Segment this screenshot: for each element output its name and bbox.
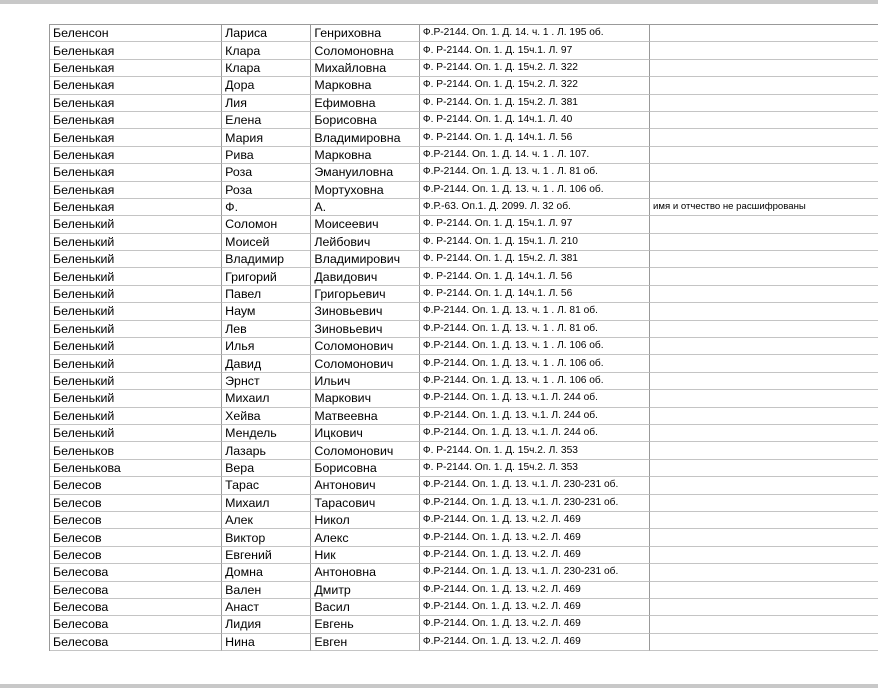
first-name-cell: Владимир — [222, 251, 311, 268]
archive-reference-cell: Ф.Р-2144. Оп. 1. Д. 13. ч.2. Л. 469 — [420, 512, 650, 529]
note-cell — [650, 425, 878, 442]
archive-reference-cell: Ф. Р-2144. Оп. 1. Д. 15ч.2. Л. 381 — [420, 95, 650, 112]
table-row — [50, 95, 878, 112]
note-cell — [650, 442, 878, 459]
note-cell — [650, 60, 878, 77]
table-row — [50, 234, 878, 251]
archive-reference-cell: Ф. Р-2144. Оп. 1. Д. 15ч.2. Л. 322 — [420, 77, 650, 94]
archive-reference-cell: Ф. Р-2144. Оп. 1. Д. 14ч.1. Л. 40 — [420, 112, 650, 129]
note-cell — [650, 616, 878, 633]
patronymic-cell: Марковна — [311, 147, 419, 164]
note-cell — [650, 268, 878, 285]
records-table-body — [50, 25, 878, 651]
patronymic-cell: Зиновьевич — [311, 321, 419, 338]
patronymic-cell: Соломоновна — [311, 42, 419, 59]
archive-reference-cell: Ф.Р-2144. Оп. 1. Д. 13. ч.1. Л. 230-231 об. — [420, 477, 650, 494]
first-name-cell: Давид — [222, 355, 311, 372]
surname-cell: Белесова — [50, 599, 222, 616]
note-cell — [650, 234, 878, 251]
records-table — [49, 24, 878, 651]
surname-cell: Белесов — [50, 512, 222, 529]
table-row — [50, 425, 878, 442]
note-cell: имя и отчество не расшифрованы — [650, 199, 878, 216]
first-name-cell: Мендель — [222, 425, 311, 442]
patronymic-cell: Владимировна — [311, 129, 419, 146]
note-cell — [650, 129, 878, 146]
surname-cell: Беленькая — [50, 95, 222, 112]
archive-reference-cell: Ф.Р-2144. Оп. 1. Д. 13. ч. 1 . Л. 81 об. — [420, 321, 650, 338]
note-cell — [650, 95, 878, 112]
archive-reference-cell: Ф.Р-2144. Оп. 1. Д. 13. ч. 1 . Л. 106 об. — [420, 182, 650, 199]
surname-cell: Беленький — [50, 338, 222, 355]
patronymic-cell: Моисеевич — [311, 216, 419, 233]
patronymic-cell: Эмануиловна — [311, 164, 419, 181]
note-cell — [650, 512, 878, 529]
patronymic-cell: Тарасович — [311, 495, 419, 512]
patronymic-cell: Григорьевич — [311, 286, 419, 303]
patronymic-cell: Ильич — [311, 373, 419, 390]
table-row — [50, 42, 878, 59]
note-cell — [650, 390, 878, 407]
patronymic-cell: Соломонович — [311, 442, 419, 459]
table-row — [50, 477, 878, 494]
first-name-cell: Дора — [222, 77, 311, 94]
first-name-cell: Виктор — [222, 529, 311, 546]
first-name-cell: Евгений — [222, 547, 311, 564]
first-name-cell: Мария — [222, 129, 311, 146]
table-row — [50, 164, 878, 181]
first-name-cell: Клара — [222, 42, 311, 59]
first-name-cell: Ф. — [222, 199, 311, 216]
surname-cell: Беленькая — [50, 60, 222, 77]
archive-reference-cell: Ф. Р-2144. Оп. 1. Д. 15ч.1. Л. 97 — [420, 216, 650, 233]
surname-cell: Беленькая — [50, 77, 222, 94]
patronymic-cell: Васил — [311, 599, 419, 616]
note-cell — [650, 286, 878, 303]
first-name-cell: Соломон — [222, 216, 311, 233]
archive-reference-cell: Ф.Р-2144. Оп. 1. Д. 13. ч. 1 . Л. 106 об. — [420, 338, 650, 355]
note-cell — [650, 529, 878, 546]
patronymic-cell: Соломонович — [311, 355, 419, 372]
table-row — [50, 25, 878, 42]
note-cell — [650, 216, 878, 233]
first-name-cell: Рива — [222, 147, 311, 164]
table-row — [50, 355, 878, 372]
table-row — [50, 634, 878, 651]
table-row — [50, 321, 878, 338]
note-cell — [650, 112, 878, 129]
archive-reference-cell: Ф.Р-2144. Оп. 1. Д. 13. ч.2. Л. 469 — [420, 547, 650, 564]
patronymic-cell: Михайловна — [311, 60, 419, 77]
note-cell — [650, 303, 878, 320]
first-name-cell: Роза — [222, 182, 311, 199]
note-cell — [650, 599, 878, 616]
first-name-cell: Елена — [222, 112, 311, 129]
first-name-cell: Лазарь — [222, 442, 311, 459]
surname-cell: Беленький — [50, 286, 222, 303]
patronymic-cell: Никол — [311, 512, 419, 529]
first-name-cell: Роза — [222, 164, 311, 181]
archive-reference-cell: Ф.Р-2144. Оп. 1. Д. 13. ч.1. Л. 230-231 об. — [420, 564, 650, 581]
patronymic-cell: Владимирович — [311, 251, 419, 268]
archive-reference-cell: Ф. Р-2144. Оп. 1. Д. 15ч.2. Л. 353 — [420, 460, 650, 477]
surname-cell: Беленсон — [50, 25, 222, 42]
table-row — [50, 599, 878, 616]
surname-cell: Белесов — [50, 547, 222, 564]
first-name-cell: Илья — [222, 338, 311, 355]
table-row — [50, 216, 878, 233]
first-name-cell: Лидия — [222, 616, 311, 633]
table-row — [50, 303, 878, 320]
patronymic-cell: Ицкович — [311, 425, 419, 442]
archive-reference-cell: Ф. Р-2144. Оп. 1. Д. 15ч.1. Л. 210 — [420, 234, 650, 251]
surname-cell: Беленький — [50, 268, 222, 285]
note-cell — [650, 582, 878, 599]
patronymic-cell: А. — [311, 199, 419, 216]
table-row — [50, 77, 878, 94]
surname-cell: Беленький — [50, 390, 222, 407]
surname-cell: Беленьков — [50, 442, 222, 459]
patronymic-cell: Лейбович — [311, 234, 419, 251]
first-name-cell: Лия — [222, 95, 311, 112]
bottom-border — [0, 684, 878, 688]
surname-cell: Беленькая — [50, 129, 222, 146]
first-name-cell: Хейва — [222, 408, 311, 425]
patronymic-cell: Евгень — [311, 616, 419, 633]
archive-reference-cell: Ф.Р-2144. Оп. 1. Д. 13. ч.2. Л. 469 — [420, 582, 650, 599]
table-row — [50, 251, 878, 268]
patronymic-cell: Соломонович — [311, 338, 419, 355]
patronymic-cell: Алекс — [311, 529, 419, 546]
table-row — [50, 512, 878, 529]
archive-reference-cell: Ф. Р-2144. Оп. 1. Д. 14ч.1. Л. 56 — [420, 268, 650, 285]
first-name-cell: Вален — [222, 582, 311, 599]
table-row — [50, 547, 878, 564]
first-name-cell: Нина — [222, 634, 311, 651]
patronymic-cell: Дмитр — [311, 582, 419, 599]
patronymic-cell: Маркович — [311, 390, 419, 407]
archive-reference-cell: Ф.Р-2144. Оп. 1. Д. 13. ч.2. Л. 469 — [420, 599, 650, 616]
table-row — [50, 373, 878, 390]
archive-reference-cell: Ф.Р-2144. Оп. 1. Д. 13. ч.1. Л. 244 об. — [420, 425, 650, 442]
table-row — [50, 442, 878, 459]
surname-cell: Беленький — [50, 425, 222, 442]
surname-cell: Беленький — [50, 408, 222, 425]
archive-reference-cell: Ф.Р-2144. Оп. 1. Д. 13. ч.1. Л. 244 об. — [420, 408, 650, 425]
patronymic-cell: Борисовна — [311, 112, 419, 129]
note-cell — [650, 42, 878, 59]
surname-cell: Беленький — [50, 251, 222, 268]
note-cell — [650, 182, 878, 199]
patronymic-cell: Матвеевна — [311, 408, 419, 425]
archive-reference-cell: Ф.Р-2144. Оп. 1. Д. 13. ч.2. Л. 469 — [420, 634, 650, 651]
table-row — [50, 564, 878, 581]
note-cell — [650, 164, 878, 181]
note-cell — [650, 251, 878, 268]
table-row — [50, 147, 878, 164]
first-name-cell: Вера — [222, 460, 311, 477]
note-cell — [650, 355, 878, 372]
archive-reference-cell: Ф.Р.-63. Оп.1. Д. 2099. Л. 32 об. — [420, 199, 650, 216]
table-row — [50, 112, 878, 129]
top-border — [0, 0, 878, 4]
patronymic-cell: Антонович — [311, 477, 419, 494]
note-cell — [650, 564, 878, 581]
first-name-cell: Михаил — [222, 390, 311, 407]
surname-cell: Беленький — [50, 321, 222, 338]
first-name-cell: Григорий — [222, 268, 311, 285]
first-name-cell: Лариса — [222, 25, 311, 42]
archive-reference-cell: Ф.Р-2144. Оп. 1. Д. 13. ч.2. Л. 469 — [420, 616, 650, 633]
surname-cell: Беленький — [50, 216, 222, 233]
first-name-cell: Лев — [222, 321, 311, 338]
table-row — [50, 529, 878, 546]
surname-cell: Белесова — [50, 634, 222, 651]
table-row — [50, 390, 878, 407]
table-row — [50, 182, 878, 199]
surname-cell: Беленькая — [50, 147, 222, 164]
archive-reference-cell: Ф.Р-2144. Оп. 1. Д. 13. ч. 1 . Л. 81 об. — [420, 164, 650, 181]
note-cell — [650, 147, 878, 164]
note-cell — [650, 25, 878, 42]
surname-cell: Беленькова — [50, 460, 222, 477]
archive-reference-cell: Ф.Р-2144. Оп. 1. Д. 13. ч.1. Л. 230-231 об. — [420, 495, 650, 512]
surname-cell: Беленький — [50, 355, 222, 372]
patronymic-cell: Борисовна — [311, 460, 419, 477]
patronymic-cell: Марковна — [311, 77, 419, 94]
first-name-cell: Павел — [222, 286, 311, 303]
table-row — [50, 495, 878, 512]
surname-cell: Белесов — [50, 495, 222, 512]
archive-reference-cell: Ф. Р-2144. Оп. 1. Д. 15ч.2. Л. 381 — [420, 251, 650, 268]
archive-reference-cell: Ф.Р-2144. Оп. 1. Д. 13. ч. 1 . Л. 106 об. — [420, 355, 650, 372]
table-row — [50, 286, 878, 303]
first-name-cell: Тарас — [222, 477, 311, 494]
surname-cell: Белесова — [50, 564, 222, 581]
patronymic-cell: Зиновьевич — [311, 303, 419, 320]
table-row — [50, 60, 878, 77]
archive-reference-cell: Ф. Р-2144. Оп. 1. Д. 15ч.1. Л. 97 — [420, 42, 650, 59]
surname-cell: Беленькая — [50, 182, 222, 199]
patronymic-cell: Ефимовна — [311, 95, 419, 112]
table-row — [50, 582, 878, 599]
table-row — [50, 268, 878, 285]
table-row — [50, 460, 878, 477]
table-row — [50, 129, 878, 146]
surname-cell: Белесова — [50, 582, 222, 599]
note-cell — [650, 460, 878, 477]
table-row — [50, 199, 878, 216]
surname-cell: Белесов — [50, 529, 222, 546]
archive-reference-cell: Ф.Р-2144. Оп. 1. Д. 13. ч.1. Л. 244 об. — [420, 390, 650, 407]
patronymic-cell: Мортуховна — [311, 182, 419, 199]
note-cell — [650, 408, 878, 425]
note-cell — [650, 495, 878, 512]
archive-reference-cell: Ф.Р-2144. Оп. 1. Д. 14. ч. 1 . Л. 195 об. — [420, 25, 650, 42]
archive-reference-cell: Ф. Р-2144. Оп. 1. Д. 15ч.2. Л. 353 — [420, 442, 650, 459]
note-cell — [650, 338, 878, 355]
surname-cell: Беленькая — [50, 112, 222, 129]
patronymic-cell: Генриховна — [311, 25, 419, 42]
surname-cell: Беленький — [50, 373, 222, 390]
note-cell — [650, 321, 878, 338]
surname-cell: Беленькая — [50, 42, 222, 59]
archive-reference-cell: Ф.Р-2144. Оп. 1. Д. 14. ч. 1 . Л. 107. — [420, 147, 650, 164]
note-cell — [650, 634, 878, 651]
first-name-cell: Алек — [222, 512, 311, 529]
surname-cell: Белесов — [50, 477, 222, 494]
archive-reference-cell: Ф.Р-2144. Оп. 1. Д. 13. ч. 1 . Л. 81 об. — [420, 303, 650, 320]
table-row — [50, 338, 878, 355]
archive-reference-cell: Ф.Р-2144. Оп. 1. Д. 13. ч. 1 . Л. 106 об. — [420, 373, 650, 390]
note-cell — [650, 477, 878, 494]
surname-cell: Беленькая — [50, 164, 222, 181]
archive-reference-cell: Ф. Р-2144. Оп. 1. Д. 14ч.1. Л. 56 — [420, 286, 650, 303]
patronymic-cell: Антоновна — [311, 564, 419, 581]
archive-reference-cell: Ф. Р-2144. Оп. 1. Д. 15ч.2. Л. 322 — [420, 60, 650, 77]
surname-cell: Беленький — [50, 303, 222, 320]
patronymic-cell: Евген — [311, 634, 419, 651]
table-row — [50, 616, 878, 633]
note-cell — [650, 547, 878, 564]
surname-cell: Беленький — [50, 234, 222, 251]
first-name-cell: Михаил — [222, 495, 311, 512]
surname-cell: Белесова — [50, 616, 222, 633]
table-row — [50, 408, 878, 425]
first-name-cell: Клара — [222, 60, 311, 77]
archive-reference-cell: Ф.Р-2144. Оп. 1. Д. 13. ч.2. Л. 469 — [420, 529, 650, 546]
first-name-cell: Эрнст — [222, 373, 311, 390]
surname-cell: Беленькая — [50, 199, 222, 216]
first-name-cell: Анаст — [222, 599, 311, 616]
patronymic-cell: Давидович — [311, 268, 419, 285]
archive-reference-cell: Ф. Р-2144. Оп. 1. Д. 14ч.1. Л. 56 — [420, 129, 650, 146]
note-cell — [650, 373, 878, 390]
patronymic-cell: Ник — [311, 547, 419, 564]
note-cell — [650, 77, 878, 94]
first-name-cell: Домна — [222, 564, 311, 581]
first-name-cell: Моисей — [222, 234, 311, 251]
first-name-cell: Наум — [222, 303, 311, 320]
